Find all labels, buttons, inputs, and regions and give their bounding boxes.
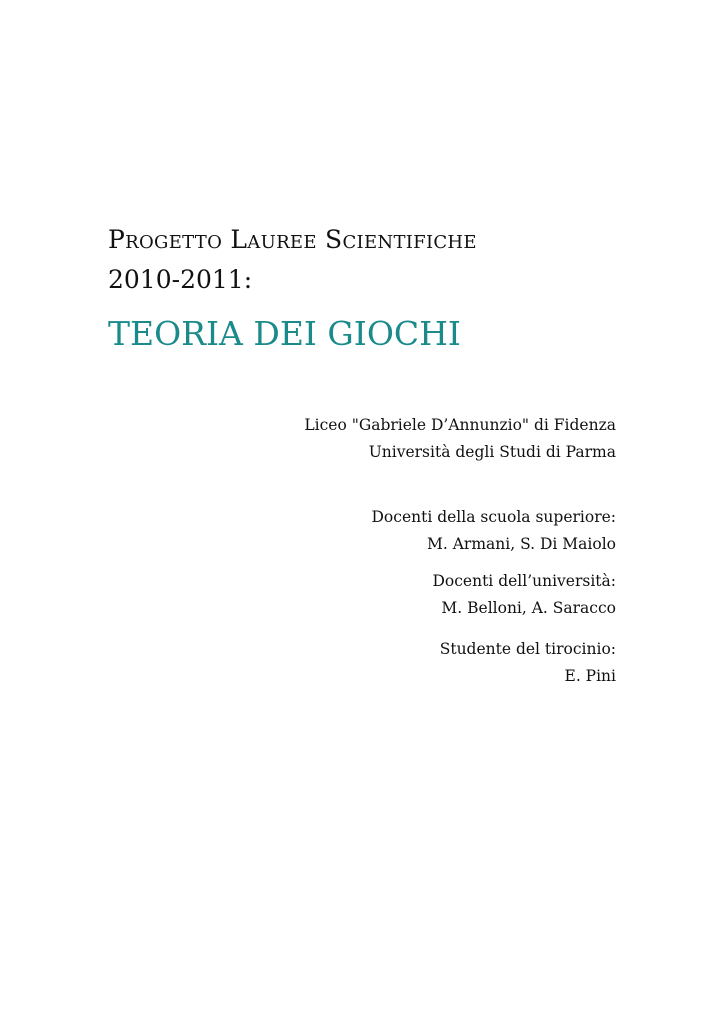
university-teachers-label: Docenti dell’università: <box>432 572 616 590</box>
institutions-block <box>304 412 616 466</box>
project-year: 2010-2011: <box>108 265 253 294</box>
main-title: TEORIA DEI GIOCHI <box>108 314 461 353</box>
university-teachers-block <box>432 568 616 622</box>
university-teachers-names: M. Belloni, A. Saracco <box>441 599 616 617</box>
school-teachers-label: Docenti della scuola superiore: <box>371 508 616 526</box>
project-title: Progetto Lauree Scientifiche <box>108 225 477 254</box>
institution-university: Università degli Studi di Parma <box>368 443 616 461</box>
school-teachers-names: M. Armani, S. Di Maiolo <box>427 535 616 553</box>
student-name: E. Pini <box>564 667 616 685</box>
student-label: Studente del tirocinio: <box>439 640 616 658</box>
institution-school: Liceo "Gabriele D’Annunzio" di Fidenza <box>304 416 616 434</box>
student-block <box>440 636 616 690</box>
school-teachers-block <box>372 504 617 558</box>
